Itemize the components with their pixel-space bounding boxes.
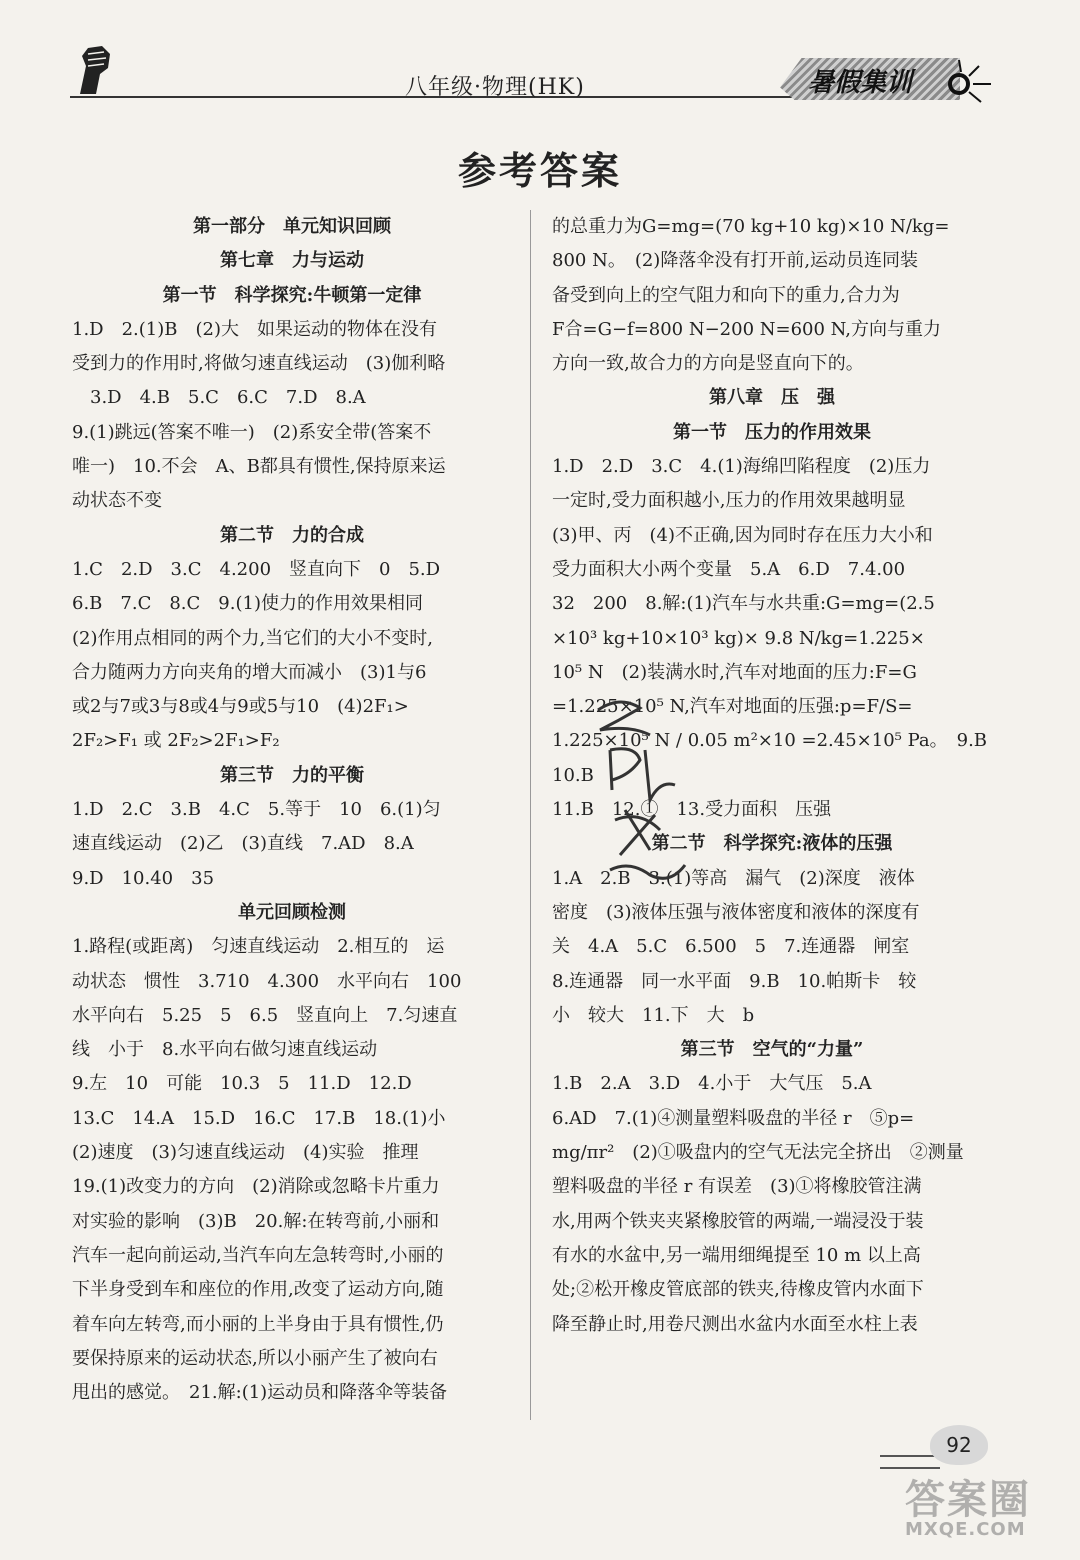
section-heading: 第一部分 单元知识回顾 <box>193 216 391 237</box>
section-heading: 第八章 压 强 <box>709 387 835 409</box>
answer-line: 密度 (3)液体压强与液体密度和液体的深度有 <box>552 901 920 923</box>
answer-line: 有水的水盆中,另一端用细绳提至 10 m 以上高 <box>552 1244 921 1266</box>
page-number-lines <box>880 1455 940 1469</box>
answer-line: 2F₂>F₁ 或 2F₂>2F₁>F₂ <box>72 730 280 752</box>
answer-line: ×10³ kg+10×10³ kg)× 9.8 N/kg=1.225× <box>552 627 925 649</box>
answer-line: 1.225×10⁵ N / 0.05 m²×10 =2.45×10⁵ Pa。 9.B 10.B <box>552 730 1006 786</box>
answer-line: 1.D 2.D 3.C 4.(1)海绵凹陷程度 (2)压力 <box>552 456 931 478</box>
answer-line: 汽车一起向前运动,当汽车向左急转弯时,小丽的 <box>72 1244 444 1266</box>
handwriting-scribble <box>590 690 700 890</box>
column-divider <box>530 210 531 1420</box>
answer-line: 6.AD 7.(1)④测量塑料吸盘的半径 r ⑤p= <box>552 1107 915 1129</box>
section-heading: 第三节 空气的“力量” <box>680 1039 864 1061</box>
answer-line: 10⁵ N (2)装满水时,汽车对地面的压力:F=G <box>552 661 917 683</box>
answer-line: 速直线运动 (2)乙 (3)直线 7.AD 8.A <box>72 833 414 855</box>
answer-line: 处;②松开橡皮管底部的铁夹,待橡皮管内水面下 <box>552 1279 924 1301</box>
answer-line: =1.225×10⁵ N,汽车对地面的压强:p=F/S= <box>552 696 913 718</box>
answer-line: (3)甲、丙 (4)不正确,因为同时存在压力大小和 <box>552 524 933 546</box>
section-heading: 第七章 力与运动 <box>220 250 364 272</box>
answer-line: 唯一) 10.不会 A、B都具有惯性,保持原来运 <box>72 456 446 478</box>
answer-line: 11.B 12.① 13.受力面积 压强 <box>552 799 832 821</box>
answer-line: 合力随两力方向夹角的增大而减小 (3)1与6 <box>72 661 427 683</box>
answer-line: 1.A 2.B 3.(1)等高 漏气 (2)深度 液体 <box>552 867 915 889</box>
answer-line: 的总重力为G=mg=(70 kg+10 kg)×10 N/kg= <box>552 216 950 237</box>
answer-line: 800 N。 (2)降落伞没有打开前,运动员连同装 <box>552 250 919 272</box>
answer-line: mg/πr² (2)①吸盘内的空气无法完全挤出 ②测量 <box>552 1142 964 1164</box>
answer-line: 备受到向上的空气阻力和向下的重力,合力为 <box>552 284 900 306</box>
answer-line: 下半身受到车和座位的作用,改变了运动方向,随 <box>72 1279 444 1301</box>
watermark <box>905 1468 1031 1540</box>
answer-line: 降至静止时,用卷尺测出水盆内水面至水柱上表 <box>552 1313 918 1335</box>
answer-line: (2)速度 (3)匀速直线运动 (4)实验 推理 <box>72 1142 419 1164</box>
watermark-cn: 答案圈 <box>905 1477 1031 1523</box>
answer-line: 或2与7或3与8或4与9或5与10 (4)2F₁> <box>72 696 409 718</box>
answer-line: 对实验的影响 (3)B 20.解:在转弯前,小丽和 <box>72 1210 440 1232</box>
answer-line: F合=G−f=800 N−200 N=600 N,方向与重力 <box>552 318 941 340</box>
answer-line: 3.D 4.B 5.C 6.C 7.D 8.A <box>72 387 366 409</box>
answer-line: 塑料吸盘的半径 r 有误差 (3)①将橡胶管注满 <box>552 1176 922 1198</box>
section-heading: 第一节 压力的作用效果 <box>673 421 871 443</box>
answer-line: 一定时,受力面积越小,压力的作用效果越明显 <box>552 490 906 512</box>
answer-line: 13.C 14.A 15.D 16.C 17.B 18.(1)小 <box>72 1107 446 1129</box>
page-number-badge <box>930 1425 988 1465</box>
answer-line: 受到力的作用时,将做匀速直线运动 (3)伽利略 <box>72 353 446 375</box>
section-heading: 第一节 科学探究:牛顿第一定律 <box>162 284 422 306</box>
answer-line: 动状态 惯性 3.710 4.300 水平向右 100 <box>72 970 462 992</box>
header-badge: 暑假集训 <box>808 68 913 98</box>
answer-line: 9.D 10.40 35 <box>72 867 215 889</box>
answer-line: 要保持原来的运动状态,所以小丽产生了被向右 <box>72 1347 438 1369</box>
answer-line: 19.(1)改变力的方向 (2)消除或忽略卡片重力 <box>72 1176 440 1198</box>
page-number: 92 <box>946 1433 972 1457</box>
watermark-url: MXQE.COM <box>905 1519 1026 1540</box>
answer-line: 1.D 2.(1)B (2)大 如果运动的物体在没有 <box>72 318 437 340</box>
answer-line: 小 较大 11.下 大 b <box>552 1004 755 1026</box>
answer-line: 1.B 2.A 3.D 4.小于 大气压 5.A <box>552 1073 872 1095</box>
section-heading: 第二节 科学探究:液体的压强 <box>651 833 893 855</box>
answer-line: 1.路程(或距离) 匀速直线运动 2.相互的 运 <box>72 936 445 958</box>
answer-line: 1.C 2.D 3.C 4.200 竖直向下 0 5.D <box>72 558 441 580</box>
answer-line: (2)作用点相同的两个力,当它们的大小不变时, <box>72 627 433 649</box>
sun-icon <box>935 58 995 108</box>
answer-line: 方向一致,故合力的方向是竖直向下的。 <box>552 353 864 375</box>
section-heading: 单元回顾检测 <box>238 901 346 923</box>
left-column <box>72 210 512 1410</box>
answer-line: 动状态不变 <box>72 490 162 512</box>
answer-line: 32 200 8.解:(1)汽车与水共重:G=mg=(2.5 <box>552 593 935 615</box>
answer-line: 1.D 2.C 3.B 4.C 5.等于 10 6.(1)匀 <box>72 799 441 821</box>
answer-line: 关 4.A 5.C 6.500 5 7.连通器 闸室 <box>552 936 910 958</box>
section-heading: 第二节 力的合成 <box>220 524 364 546</box>
answer-line: 6.B 7.C 8.C 9.(1)使力的作用效果相同 <box>72 593 423 615</box>
header-title: 八年级·物理(HK) <box>405 75 585 100</box>
answer-line: 受力面积大小两个变量 5.A 6.D 7.4.00 <box>552 558 906 580</box>
answer-line: 着车向左转弯,而小丽的上半身由于具有惯性,仍 <box>72 1313 444 1335</box>
answer-line: 8.连通器 同一水平面 9.B 10.帕斯卡 较 <box>552 970 917 992</box>
answer-line: 水,用两个铁夹夹紧橡胶管的两端,一端浸没于装 <box>552 1210 924 1232</box>
section-heading: 第三节 力的平衡 <box>220 764 364 786</box>
fist-icon <box>74 44 114 94</box>
answer-line: 甩出的感觉。 21.解:(1)运动员和降落伞等装备 <box>72 1382 448 1404</box>
page-title: 参考答案 <box>457 148 622 193</box>
answer-line: 水平向右 5.25 5 6.5 竖直向上 7.匀速直 <box>72 1004 458 1026</box>
answer-line: 线 小于 8.水平向右做匀速直线运动 <box>72 1039 378 1061</box>
answer-line: 9.(1)跳远(答案不唯一) (2)系安全带(答案不 <box>72 421 432 443</box>
answer-line: 9.左 10 可能 10.3 5 11.D 12.D <box>72 1073 412 1095</box>
